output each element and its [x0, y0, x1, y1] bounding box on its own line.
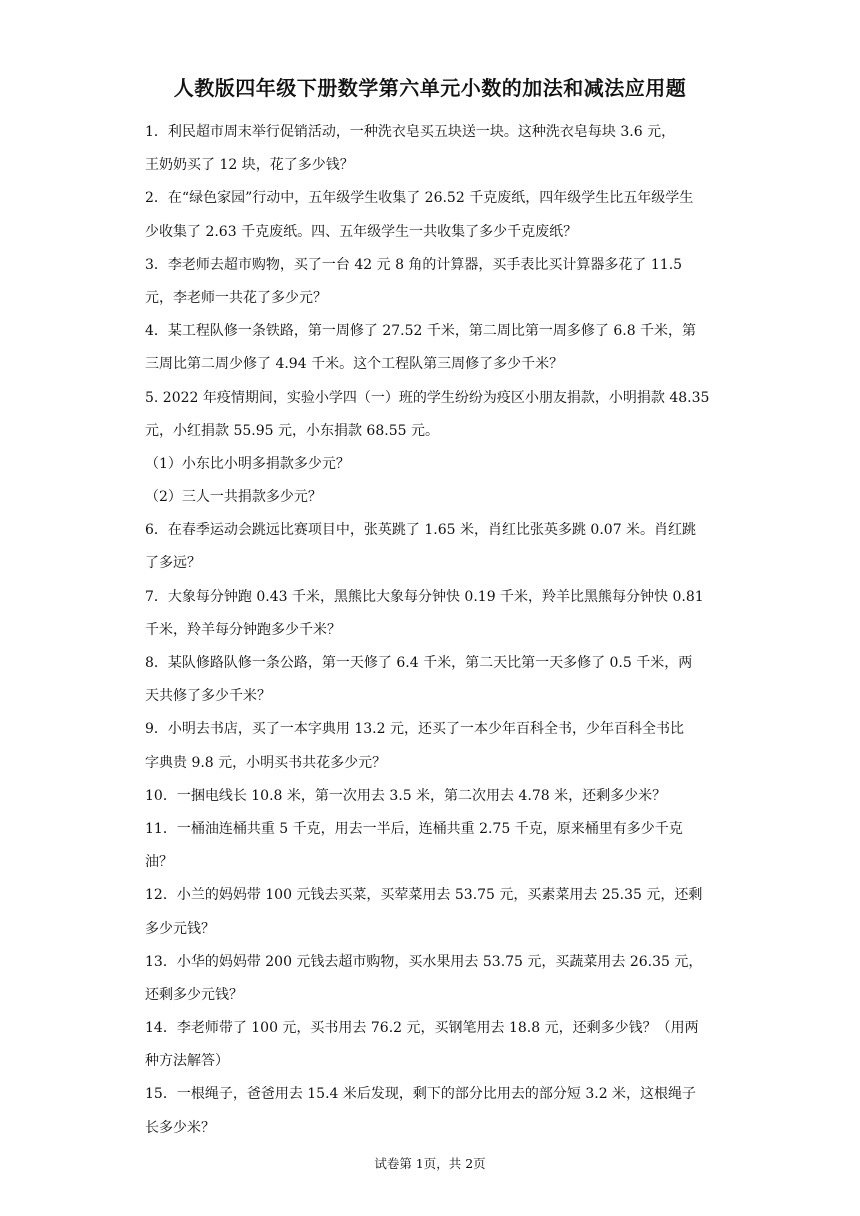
- text-line: 油？: [145, 854, 173, 871]
- text-line: 多少元钱？: [145, 920, 215, 937]
- text-line: 10．一捆电线长 10.8 米，第一次用去 3.5 米，第二次用去 4.78 米，还剩多少米？: [145, 787, 667, 804]
- document-title: 人教版四年级下册数学第六单元小数的加法和减法应用题: [173, 76, 687, 100]
- text-line: 7．大象每分钟跑 0.43 千米，黑熊比大象每分钟快 0.19 千米，羚羊比黑熊每分钟快 0.81: [145, 588, 704, 605]
- text-line: 6．在春季运动会跳远比赛项目中，张英跳了 1.65 米，肖红比张英多跳 0.07 米。肖红跳: [145, 522, 697, 539]
- text-line: 14．李老师带了 100 元，买书用去 76.2 元，买钢笔用去 18.8 元，还剩多少钱？（用两: [145, 1020, 699, 1037]
- text-line: 11．一桶油连桶共重 5 千克，用去一半后，连桶共重 2.75 千克，原来桶里有多少千克: [145, 820, 683, 837]
- text-line: 还剩多少元钱？: [145, 986, 243, 1003]
- text-line: 9．小明去书店，买了一本字典用 13.2 元，还买了一本少年百科全书，少年百科全书比: [145, 721, 684, 738]
- text-line: 2．在“绿色家园”行动中，五年级学生收集了 26.52 千克废纸，四年级学生比五年级学生: [145, 190, 694, 207]
- text-line: 字典贵 9.8 元，小明买书共花多少元？: [145, 754, 387, 771]
- text-line: 15．一根绳子，爸爸用去 15.4 米后发现，剩下的部分比用去的部分短 3.2 米，这根绳子: [145, 1086, 697, 1103]
- text-line: 4．某工程队修一条铁路，第一周修了 27.52 千米，第二周比第一周多修了 6.8 千米，第: [145, 323, 697, 340]
- text-line: 种方法解答）: [145, 1053, 229, 1070]
- text-line: 元，李老师一共花了多少元？: [145, 289, 327, 306]
- text-line: 3．李老师去超市购物，买了一台 42 元 8 角的计算器，买手表比买计算器多花了 11.5: [145, 256, 683, 273]
- text-line: 王奶奶买了 12 块，花了多少钱？: [145, 157, 354, 174]
- text-line: 少收集了 2.63 千克废纸。四、五年级学生一共收集了多少千克废纸？: [145, 223, 578, 240]
- text-line: 12．小兰的妈妈带 100 元钱去买菜，买荤菜用去 53.75 元，买素菜用去 25.35 元，还剩: [145, 887, 703, 904]
- text-line: 天共修了多少千米？: [145, 688, 271, 705]
- text-line: 三周比第二周少修了 4.94 千米。这个工程队第三周修了多少千米？: [145, 356, 564, 373]
- text-line: 长多少米？: [145, 1119, 215, 1136]
- problem-list: [145, 116, 725, 1145]
- text-line: 了多远？: [145, 555, 201, 572]
- text-line: （1）小东比小明多捐款多少元？: [145, 455, 350, 472]
- text-line: 元，小红捐款 55.95 元，小东捐款 68.55 元。: [145, 422, 439, 439]
- page-footer: 试卷第 1页，共 2页: [374, 1156, 486, 1171]
- text-line: 1．利民超市周末举行促销活动，一种洗衣皂买五块送一块。这种洗衣皂每块 3.6 元，: [145, 124, 676, 140]
- text-line: （2）三人一共捐款多少元？: [145, 489, 322, 506]
- text-line: 千米，羚羊每分钟跑多少千米？: [145, 621, 341, 638]
- text-line: 5. 2022 年疫情期间，实验小学四（一）班的学生纷纷为疫区小朋友捐款，小明捐款 48.35: [145, 389, 710, 406]
- text-line: 8．某队修路队修一条公路，第一天修了 6.4 千米，第二天比第一天多修了 0.5 千米，两: [145, 655, 693, 671]
- text-line: 13．小华的妈妈带 200 元钱去超市购物，买水果用去 53.75 元，买蔬菜用去 26.35 元，: [145, 953, 703, 970]
